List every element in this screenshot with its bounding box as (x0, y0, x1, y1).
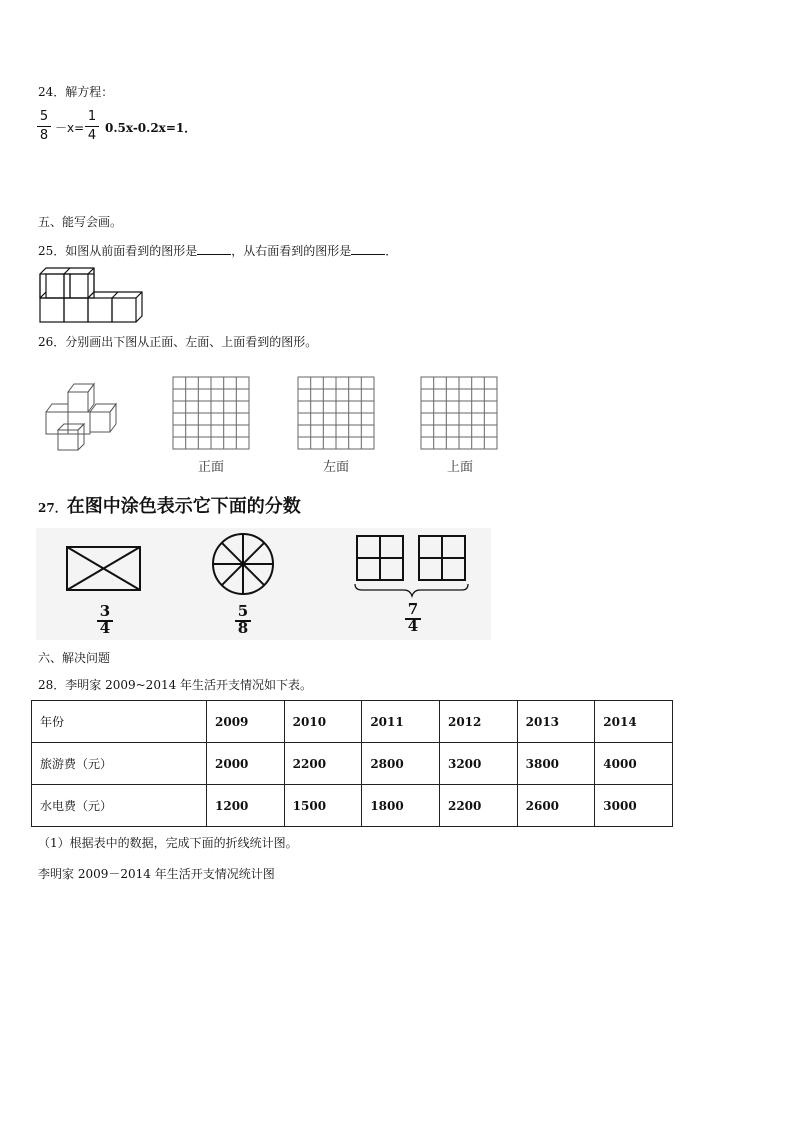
section-5-title: 五、能写会画。 (38, 215, 123, 229)
table-header-cell: 2010 (284, 701, 362, 743)
fraction-denominator: 8 (237, 619, 249, 637)
table-cell: 4000 (595, 743, 673, 785)
q26-grid-left[interactable] (297, 376, 377, 452)
table-header-cell: 2014 (595, 701, 673, 743)
table-cell: 2800 (362, 743, 440, 785)
expense-table (31, 700, 673, 827)
q28-chart-title: 李明家 2009－2014 年生活开支情况统计图 (38, 867, 275, 881)
table-header-row (32, 701, 673, 743)
grid-label-top: 上面 (447, 460, 474, 475)
table-cell: 2600 (517, 785, 595, 827)
grid-label-front: 正面 (198, 460, 225, 475)
table-cell: 水电费（元） (32, 785, 207, 827)
grid-label-left: 左面 (323, 460, 350, 475)
fraction-bar (85, 126, 99, 127)
table-cell: 2200 (284, 743, 362, 785)
answer-blank (197, 242, 231, 255)
q27-text: 在图中涂色表示它下面的分数 (66, 496, 301, 517)
table-cell: 1800 (362, 785, 440, 827)
answer-blank (351, 242, 385, 255)
table-header-cell: 2009 (207, 701, 285, 743)
table-cell: 2000 (207, 743, 285, 785)
q28-sub-question-1: （1）根据表中的数据，完成下面的折线统计图。 (38, 836, 298, 850)
table-cell: 3200 (439, 743, 517, 785)
q24-title: 24．解方程： (38, 85, 114, 99)
table-header-cell: 年份 (32, 701, 207, 743)
fraction-denominator: 4 (407, 617, 419, 635)
fraction-denominator: 4 (99, 619, 111, 637)
q27-rectangle-figure[interactable] (64, 544, 144, 594)
table-header-cell: 2013 (517, 701, 595, 743)
q28-text: 28．李明家 2009~2014 年生活开支情况如下表。 (38, 678, 313, 692)
q25-cube-figure (38, 264, 150, 326)
equation-middle: －x= (55, 121, 85, 135)
q27-squares-figure[interactable] (352, 530, 472, 600)
q26-text: 26．分别画出下图从正面、左面、上面看到的图形。 (38, 335, 318, 349)
table-cell: 3800 (517, 743, 595, 785)
fraction-denominator: 4 (87, 128, 97, 143)
fraction-denominator: 8 (39, 128, 49, 143)
table-header-cell: 2012 (439, 701, 517, 743)
q25-text (38, 242, 397, 259)
table-cell: 2200 (439, 785, 517, 827)
q27-title (38, 492, 301, 518)
q27-circle-figure[interactable] (210, 531, 276, 597)
fraction-numerator: 3 (99, 602, 111, 620)
section-6-title: 六、解决问题 (38, 651, 111, 665)
table-header-cell: 2011 (362, 701, 440, 743)
table-row (32, 785, 673, 827)
q26-grid-top[interactable] (420, 376, 500, 452)
q25-text-b: ，从右面看到的图形是 (231, 244, 352, 258)
fraction-numerator: 5 (39, 109, 49, 124)
table-cell: 1200 (207, 785, 285, 827)
q26-grid-front[interactable] (172, 376, 252, 452)
fraction-numerator: 5 (237, 602, 249, 620)
table-row (32, 743, 673, 785)
fraction-numerator: 1 (87, 109, 97, 124)
table-cell: 1500 (284, 785, 362, 827)
q27-number: 27． (38, 501, 67, 515)
q25-text-c: ． (385, 244, 398, 258)
table-cell: 3000 (595, 785, 673, 827)
q25-text-a: 25．如图从前面看到的图形是 (38, 244, 198, 258)
fraction-numerator: 7 (407, 600, 419, 618)
table-cell: 旅游费（元） (32, 743, 207, 785)
q24-equation-2: 0.5x-0.2x=1． (105, 121, 197, 135)
fraction-bar (37, 126, 51, 127)
q26-cube-figure (40, 380, 126, 452)
